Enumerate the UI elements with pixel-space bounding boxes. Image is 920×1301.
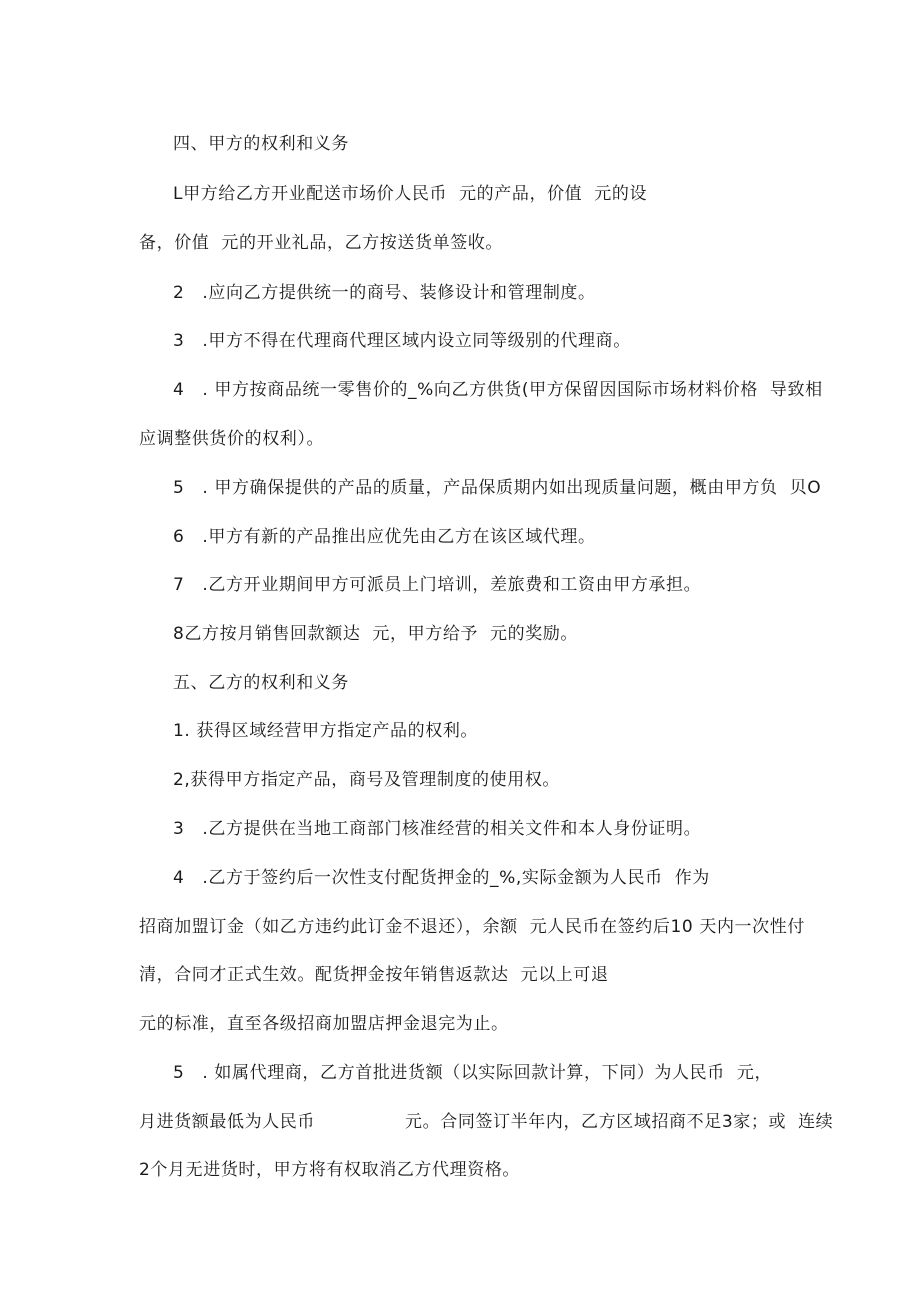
- clause-b-1: 1. 获得区域经营甲方指定产品的权利。: [173, 721, 479, 741]
- section-heading-party-b: 五、乙方的权利和义务: [173, 673, 349, 693]
- clause-a-1-cont: 备，价值 元的开业礼品，乙方按送货单签收。: [139, 233, 504, 253]
- clause-a-1: L甲方给乙方开业配送市场价人民币 元的产品，价值 元的设: [173, 184, 648, 204]
- clause-a-4-cont: 应调整供货价的权利）。: [139, 429, 325, 449]
- clause-b-2: 2,获得甲方指定产品，商号及管理制度的使用权。: [173, 770, 561, 790]
- clause-b-5-cont-2: 2个月无进货时，甲方将有权取消乙方代理资格。: [139, 1160, 521, 1180]
- clause-b-4-cont-2: 清，合同才正式生效。配货押金按年销售返款达 元以上可退: [139, 965, 609, 985]
- clause-b-4-cont-3: 元的标准，直至各级招商加盟店押金退完为止。: [139, 1014, 509, 1034]
- clause-b-4-cont-1: 招商加盟订金（如乙方违约此订金不退还），余额 元人民币在签约后10 天内一次性付: [139, 917, 805, 937]
- clause-b-4: 4 .乙方于签约后一次性支付配货押金的_%,实际金额为人民币 作为: [173, 868, 710, 888]
- clause-b-5-cont-1: 月进货额最低为人民币 元。合同签订半年内，乙方区域招商不足3家；或 连续: [139, 1112, 834, 1132]
- clause-a-4: 4 . 甲方按商品统一零售价的_%向乙方供货(甲方保留因国际市场材料价格 导致相: [173, 380, 823, 400]
- clause-a-7: 7 .乙方开业期间甲方可派员上门培训，差旅费和工资由甲方承担。: [173, 575, 702, 595]
- clause-a-5: 5 . 甲方确保提供的产品的质量，产品保质期内如出现质量问题，概由甲方负 贝O: [173, 478, 822, 498]
- clause-a-2: 2 .应向乙方提供统一的商号、装修设计和管理制度。: [173, 283, 596, 303]
- clause-a-8: 8乙方按月销售回款额达 元，甲方给予 元的奖励。: [173, 624, 579, 644]
- clause-a-3: 3 .甲方不得在代理商代理区域内设立同等级别的代理商。: [173, 331, 631, 351]
- clause-b-5: 5 . 如属代理商，乙方首批进货额（以实际回款计算，下同）为人民币 元，: [173, 1063, 773, 1083]
- section-heading-party-a: 四、甲方的权利和义务: [173, 134, 349, 154]
- clause-b-3: 3 .乙方提供在当地工商部门核准经营的相关文件和本人身份证明。: [173, 819, 702, 839]
- clause-a-6: 6 .甲方有新的产品推出应优先由乙方在该区域代理。: [173, 527, 596, 547]
